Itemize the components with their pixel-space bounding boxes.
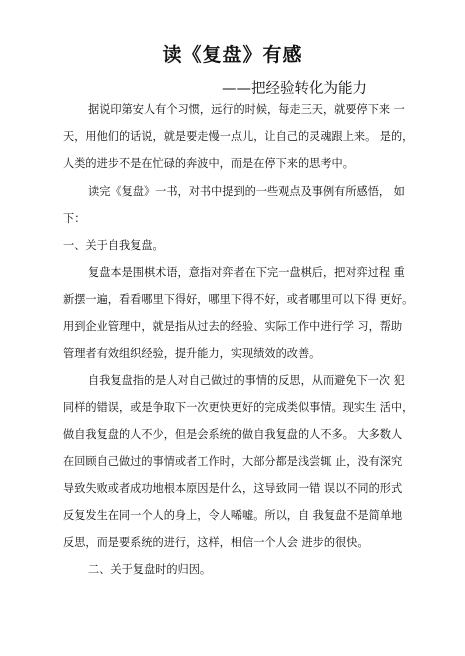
paragraph-line: 做自我复盘的人不少，但是会系统的做自我复盘的人不多。 大多数人 [63, 428, 403, 441]
section-heading: 二、关于复盘时的归因。 [88, 563, 212, 576]
document-subtitle: ——把经验转化为能力 [222, 81, 367, 97]
paragraph-line: 导致失败或者成功地根本原因是什么，这导致同一错 误以不同的形式 [63, 482, 403, 495]
paragraph-line: 在回顾自己做过的事情或者工作时，大部分都是浅尝辄 止，没有深究 [63, 455, 403, 468]
paragraph-line: 同样的错误，或是争取下一次更快更好的完成类似事情。现实生 活中， [63, 401, 414, 414]
paragraph-line: 反思，而是要系统的进行，这样，相信一个人会 进步的很快。 [63, 536, 369, 549]
paragraph-line: 管理者有效组织经验，提升能力，实现绩效的改善。 [63, 347, 321, 360]
paragraph-line: 读完《复盘》一书，对书中提到的一些观点及事例有所感悟， 如 [88, 185, 405, 198]
paragraph-line: 用到企业管理中，就是指从过去的经验、实际工作中进行学 习，帮助 [63, 320, 403, 333]
paragraph-line: 复盘本是围棋术语，意指对弈者在下完一盘棋后，把对弈过程 重 [88, 266, 405, 279]
paragraph-line: 据说印第安人有个习惯，远行的时候，每走三天，就要停下来 一 [88, 103, 405, 116]
paragraph-line: 下： [63, 212, 86, 225]
paragraph-line: 天，用他们的话说，就是要走慢一点儿，让自己的灵魂跟上来。 是的， [63, 130, 414, 143]
paragraph-line: 反复发生在同一个人的身上，令人唏嘘。所以，自 我复盘不是简单地 [63, 509, 403, 522]
document-title: 读《复盘》有感 [162, 44, 303, 66]
section-heading: 一、关于自我复盘。 [63, 239, 164, 252]
paragraph-line: 新摆一遍，看看哪里下得好，哪里下得不好，或者哪里可以下得 更好。 [63, 293, 414, 306]
paragraph-line: 自我复盘指的是人对自己做过的事情的反思，从而避免下一次 犯 [88, 374, 405, 387]
paragraph-line: 人类的进步不是在忙碌的奔波中，而是在停下来的思考中。 [63, 157, 354, 170]
